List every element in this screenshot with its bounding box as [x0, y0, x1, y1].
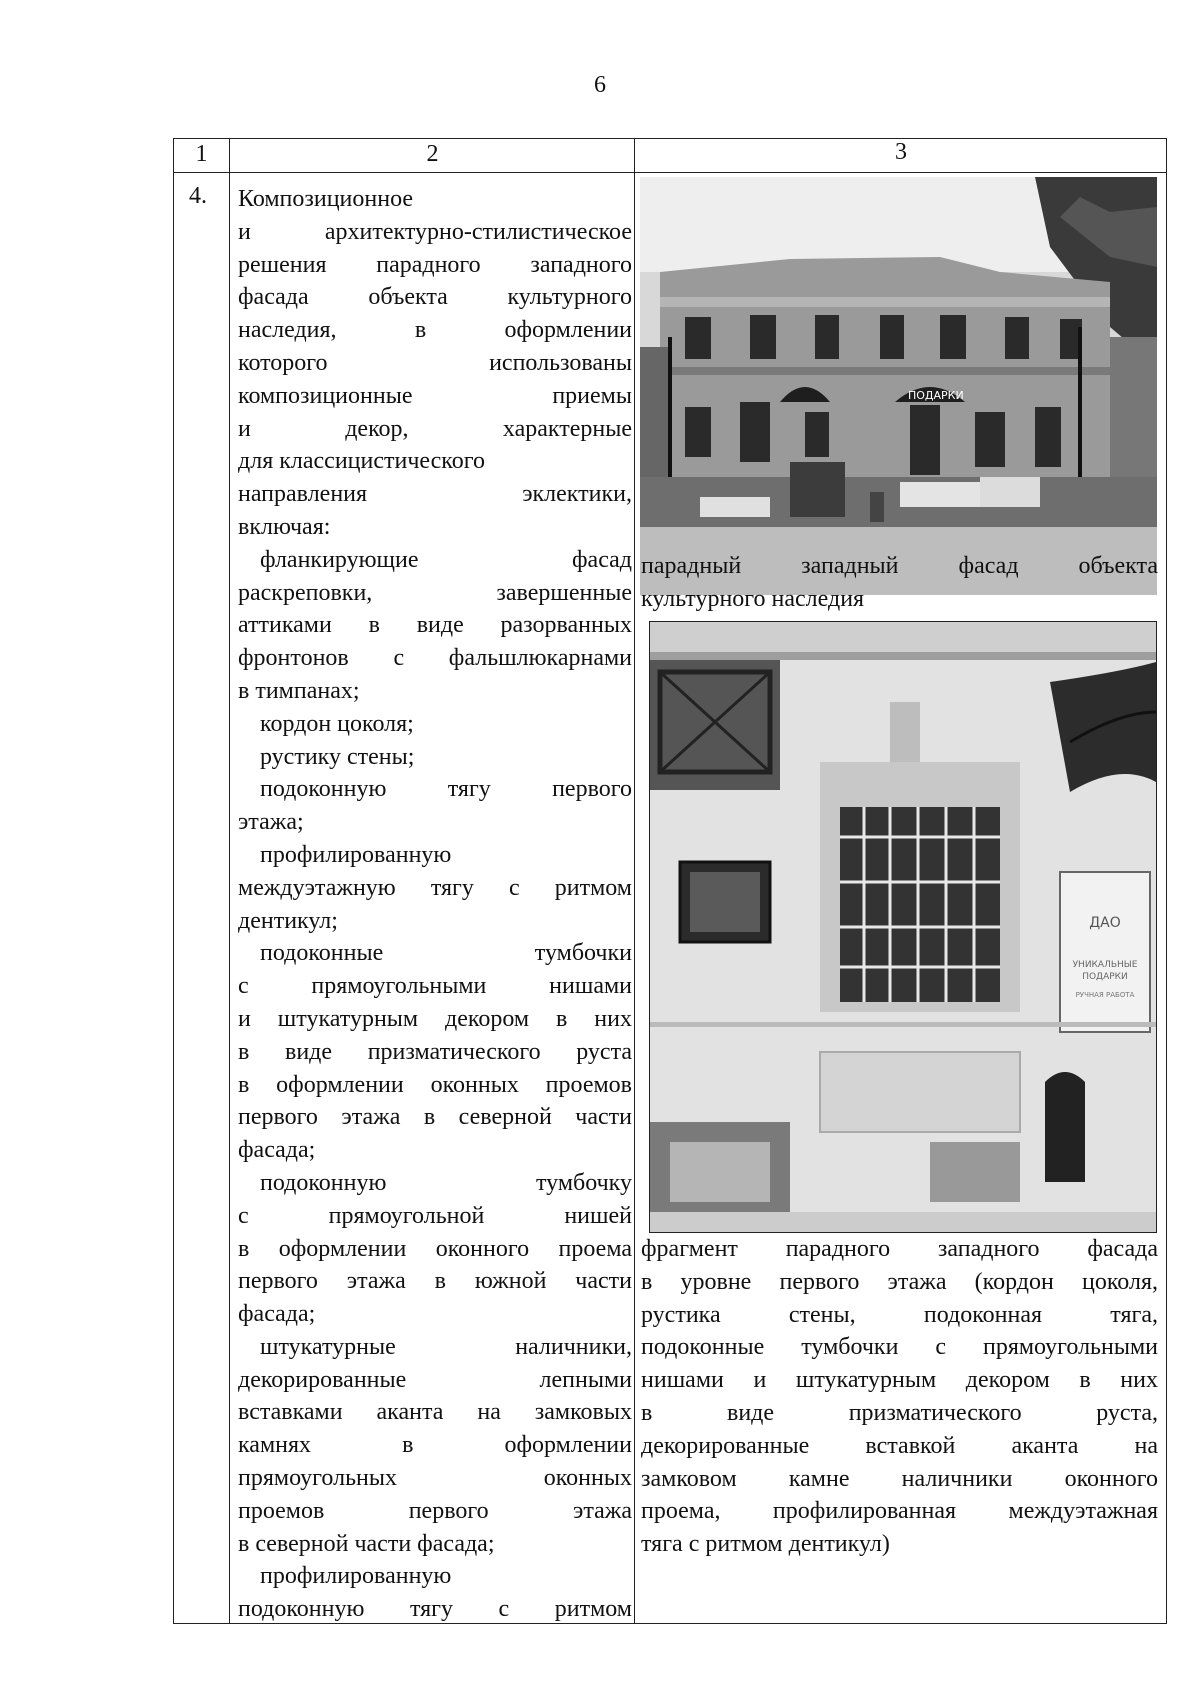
text-line: аттиками в виде разорванных [238, 612, 632, 639]
facade-photo [640, 177, 1157, 595]
sign-text: ПОДАРКИ [1082, 972, 1128, 982]
text-line: фронтонов с фальшлюкарнами [238, 645, 632, 672]
heritage-table [173, 138, 1167, 1624]
text-line: решения парадного западного [238, 251, 632, 278]
column-header-2: 2 [426, 141, 439, 167]
text-line: фасада; [238, 1301, 316, 1328]
page-number: 6 [594, 72, 606, 98]
caption-line: в уровне первого этажа (кордон цоколя, [641, 1268, 1158, 1295]
column-divider [634, 139, 635, 1623]
shop-sign: ПОДАРКИ [908, 389, 964, 402]
caption-line: нишами и штукатурным декором в них [641, 1367, 1158, 1394]
window-photo-caption [641, 1233, 1158, 1561]
text-line: направления эклектики, [238, 481, 632, 508]
text-line: раскреповки, завершенные [238, 579, 632, 606]
text-line: и штукатурным декором в них [238, 1005, 632, 1032]
text-line: профилированную [260, 841, 452, 868]
caption-line: парадный западный фасад объекта [641, 553, 1158, 579]
sign-text: РУЧНАЯ РАБОТА [1075, 991, 1135, 999]
text-line: декорированные лепными [238, 1366, 632, 1393]
text-line: этажа; [238, 809, 304, 836]
text-line: проемов первого этажа [238, 1497, 632, 1524]
caption-line: рустика стены, подоконная тяга, [641, 1301, 1158, 1328]
text-line: кордон цоколя; [260, 710, 414, 737]
text-line: междуэтажную тягу с ритмом [238, 874, 632, 901]
text-line: для классицистического [238, 448, 485, 475]
text-line: композиционные приемы [238, 382, 632, 409]
text-line: в тимпанах; [238, 677, 360, 704]
text-line: прямоугольных оконных [238, 1465, 632, 1492]
text-line: которого использованы [238, 349, 632, 376]
caption-line: культурного наследия [641, 585, 865, 612]
column-divider [229, 139, 230, 1623]
caption-line: проема, профилированная междуэтажная [641, 1498, 1158, 1525]
caption-line: подоконные тумбочки с прямоугольными [641, 1334, 1158, 1361]
text-line: в северной части фасада; [238, 1530, 495, 1557]
window-fragment-photo [649, 621, 1157, 1233]
text-line: в оформлении оконного проема [238, 1235, 632, 1262]
text-line: первого этажа в северной части [238, 1104, 632, 1131]
text-line: дентикул; [238, 907, 338, 934]
text-line: с прямоугольными нишами [238, 973, 632, 1000]
text-line: фасада; [238, 1137, 316, 1164]
row-number: 4. [189, 183, 207, 209]
description-text [238, 183, 632, 1626]
text-line: штукатурные наличники, [260, 1333, 632, 1360]
text-line: фланкирующие фасад [260, 546, 632, 573]
caption-line: замковом камне наличники оконного [641, 1465, 1158, 1492]
caption-line: в виде призматического руста, [641, 1399, 1158, 1426]
sign-text: ДАО [1089, 915, 1121, 931]
caption-line: фрагмент парадного западного фасада [641, 1236, 1158, 1262]
text-line: камнях в оформлении [238, 1432, 632, 1459]
text-line: в виде призматического руста [238, 1038, 632, 1065]
text-line: Композиционное [238, 186, 414, 212]
sign-text: УНИКАЛЬНЫЕ [1072, 960, 1138, 970]
text-line: подоконную тумбочку [260, 1169, 632, 1196]
text-line: профилированную [260, 1563, 452, 1590]
header-divider [174, 172, 1166, 173]
caption-line: декорированные вставкой аканта на [641, 1432, 1158, 1459]
caption-line: тяга с ритмом дентикул) [641, 1531, 890, 1558]
text-line: наследия, в оформлении [238, 317, 632, 344]
text-line: первого этажа в южной части [238, 1268, 632, 1295]
text-line: подоконную тягу первого [260, 776, 632, 803]
text-line: подоконную тягу с ритмом [238, 1596, 632, 1623]
column-header-1: 1 [195, 141, 208, 167]
text-line: в оформлении оконных проемов [238, 1071, 632, 1098]
text-line: включая: [238, 513, 331, 540]
column-header-3: 3 [895, 139, 907, 165]
text-line: вставками аканта на замковых [238, 1399, 632, 1426]
text-line: рустику стены; [260, 743, 415, 770]
text-line: подоконные тумбочки [260, 940, 632, 967]
text-line: и декор, характерные [238, 415, 632, 442]
facade-photo-caption [641, 550, 1158, 616]
text-line: фасада объекта культурного [238, 284, 632, 311]
text-line: с прямоугольной нишей [238, 1202, 632, 1229]
text-line: и архитектурно-стилистическое [238, 218, 632, 245]
